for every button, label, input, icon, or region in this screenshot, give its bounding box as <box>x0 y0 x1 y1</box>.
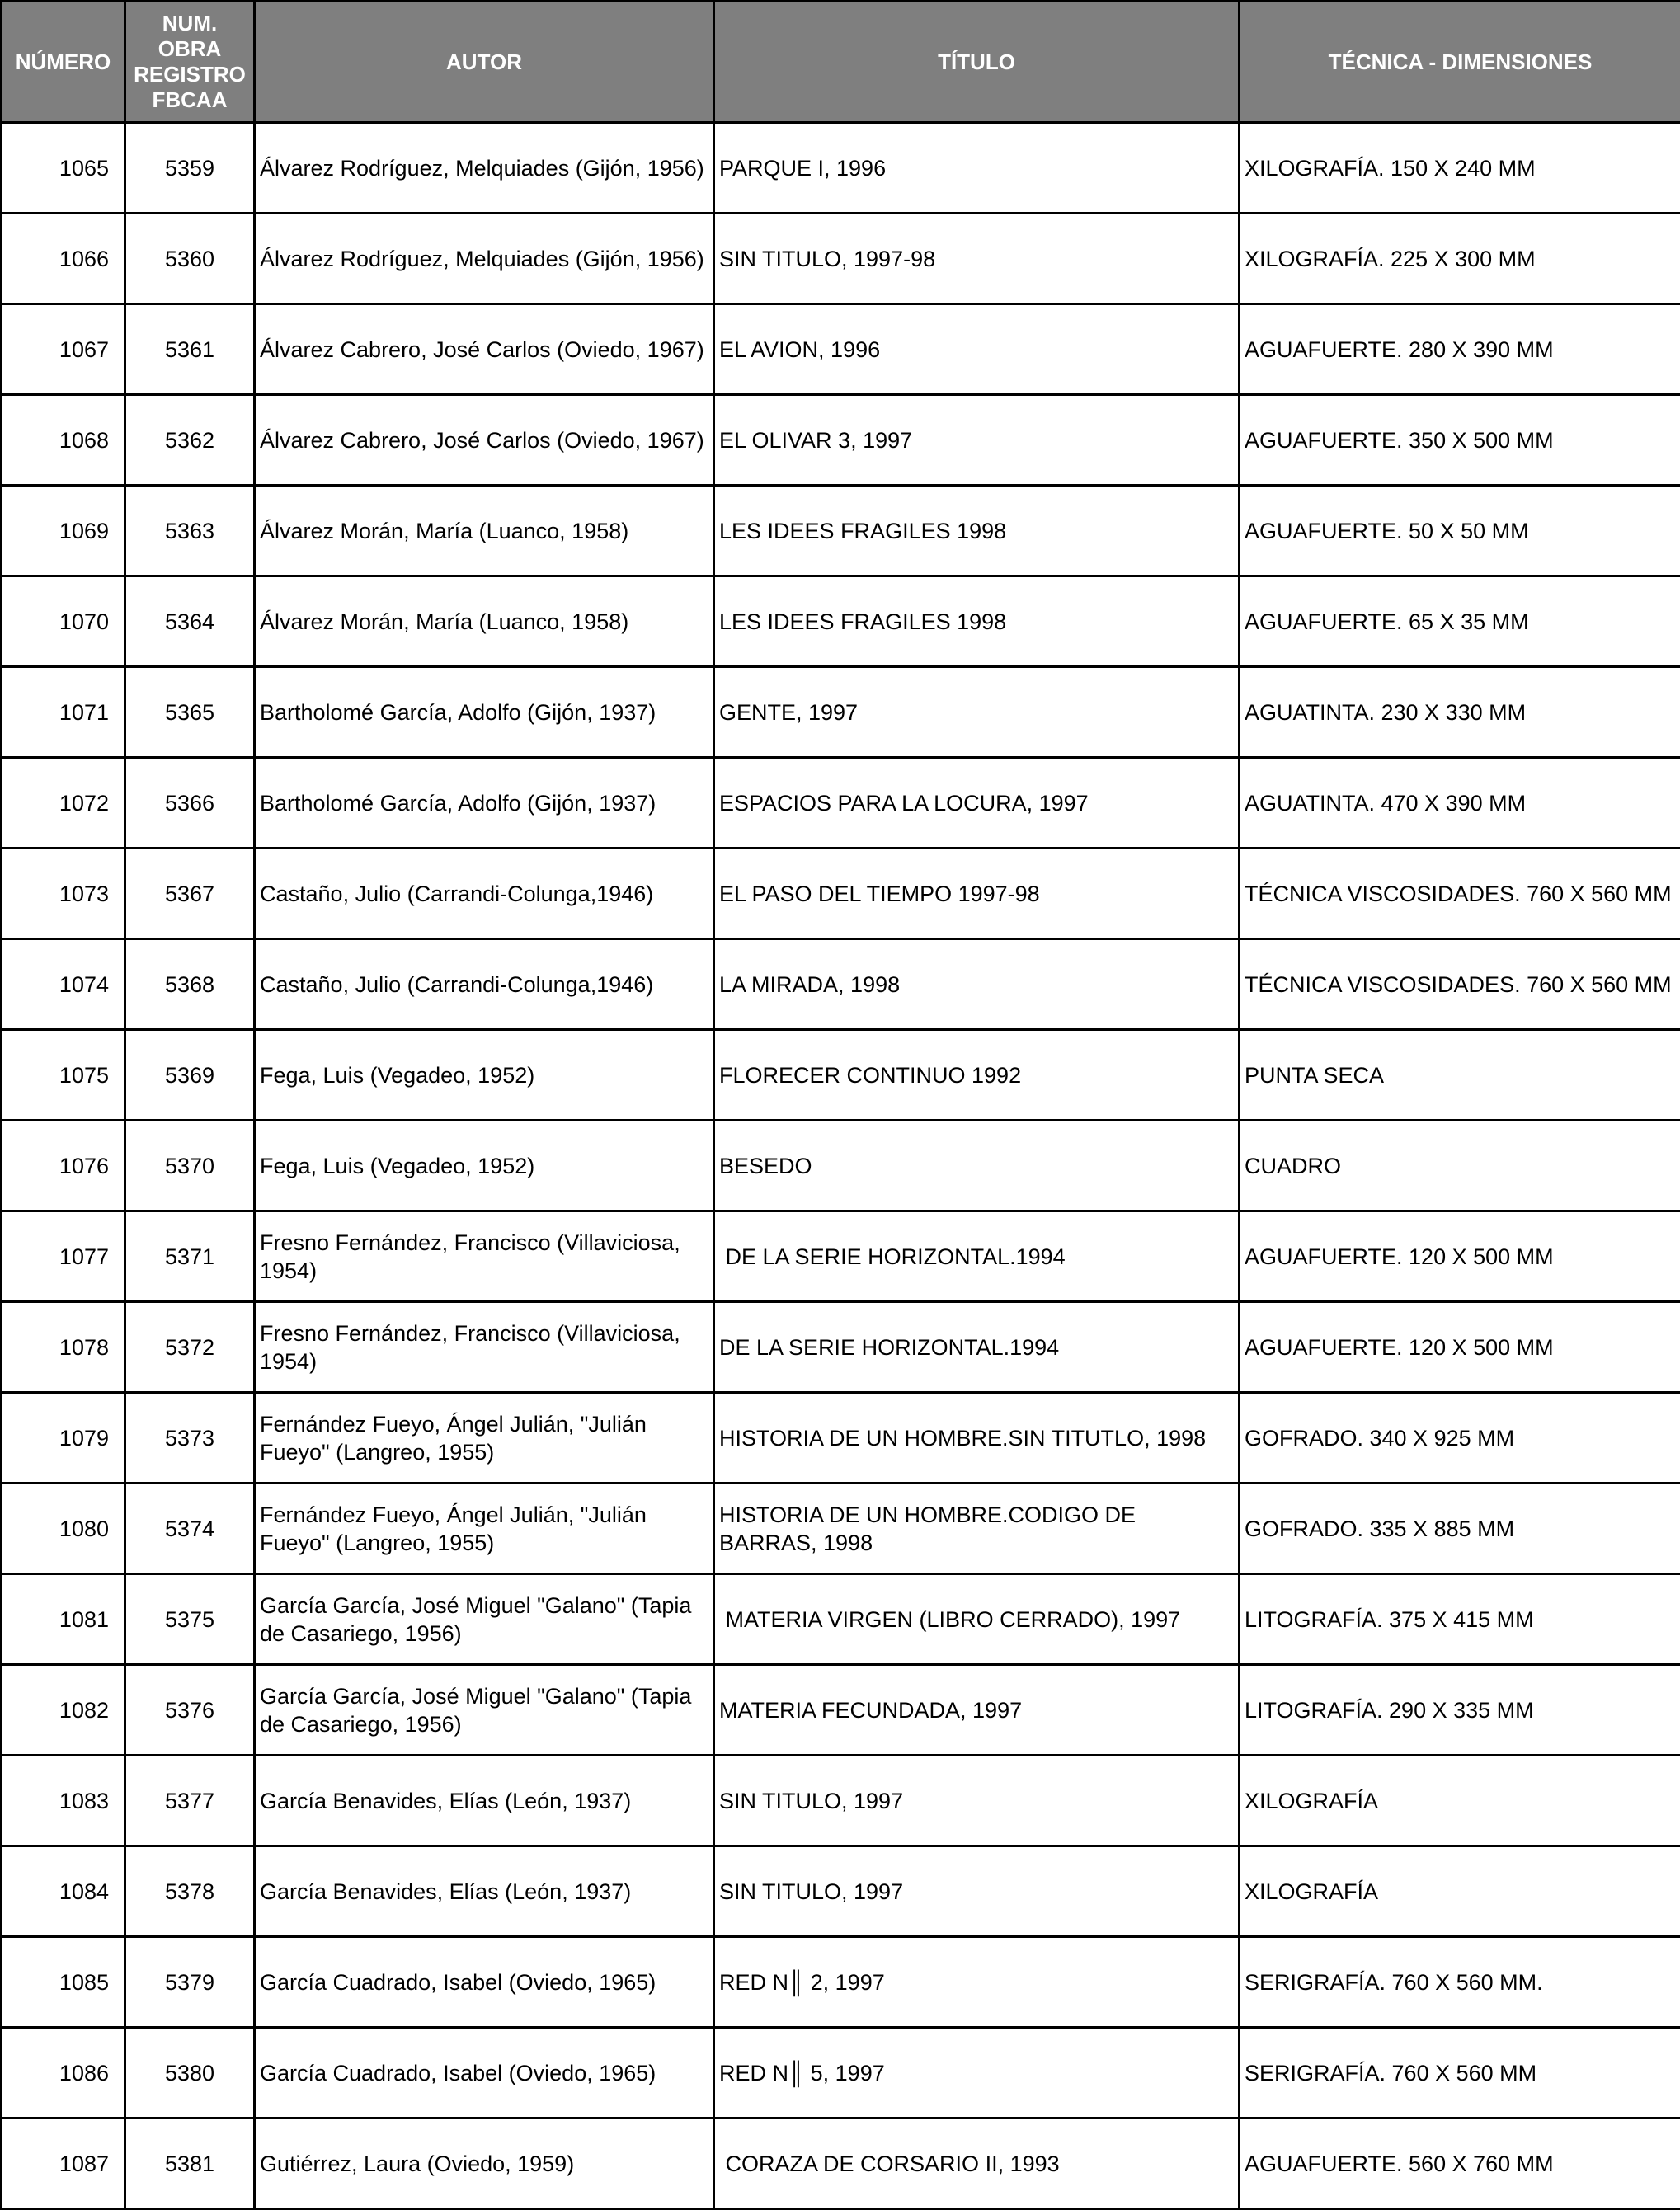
cell-numero: 1076 <box>2 1121 125 1211</box>
cell-tecnica: AGUAFUERTE. 350 X 500 MM <box>1240 395 1680 486</box>
cell-registro: 5366 <box>125 758 255 849</box>
header-row <box>2 2 1680 123</box>
cell-autor: Álvarez Rodríguez, Melquiades (Gijón, 1956) <box>255 123 714 214</box>
cell-titulo: FLORECER CONTINUO 1992 <box>714 1030 1240 1121</box>
table-row <box>2 849 1680 939</box>
cell-autor: Bartholomé García, Adolfo (Gijón, 1937) <box>255 667 714 758</box>
table-row <box>2 123 1680 214</box>
cell-registro: 5381 <box>125 2118 255 2209</box>
cell-autor: Bartholomé García, Adolfo (Gijón, 1937) <box>255 758 714 849</box>
cell-tecnica: LITOGRAFÍA. 290 X 335 MM <box>1240 1665 1680 1756</box>
table-row <box>2 214 1680 304</box>
cell-titulo: SIN TITULO, 1997-98 <box>714 214 1240 304</box>
cell-titulo: EL AVION, 1996 <box>714 304 1240 395</box>
cell-registro: 5377 <box>125 1756 255 1846</box>
header-autor: AUTOR <box>255 2 714 123</box>
cell-numero: 1081 <box>2 1574 125 1665</box>
cell-numero: 1071 <box>2 667 125 758</box>
header-tecnica: TÉCNICA - DIMENSIONES <box>1240 2 1680 123</box>
cell-numero: 1068 <box>2 395 125 486</box>
table-row <box>2 2028 1680 2118</box>
cell-numero: 1070 <box>2 576 125 667</box>
cell-titulo: LES IDEES FRAGILES 1998 <box>714 576 1240 667</box>
cell-autor: Fresno Fernández, Francisco (Villaviciosa, 1954) <box>255 1211 714 1302</box>
cell-autor: García Cuadrado, Isabel (Oviedo, 1965) <box>255 2028 714 2118</box>
cell-registro: 5367 <box>125 849 255 939</box>
cell-tecnica: AGUAFUERTE. 280 X 390 MM <box>1240 304 1680 395</box>
table-row <box>2 576 1680 667</box>
cell-titulo: MATERIA FECUNDADA, 1997 <box>714 1665 1240 1756</box>
table-row <box>2 667 1680 758</box>
header-registro: NUM. OBRA REGISTRO FBCAA <box>125 2 255 123</box>
header-titulo: TÍTULO <box>714 2 1240 123</box>
cell-tecnica: AGUAFUERTE. 560 X 760 MM <box>1240 2118 1680 2209</box>
cell-tecnica: SERIGRAFÍA. 760 X 560 MM. <box>1240 1937 1680 2028</box>
cell-autor: Fega, Luis (Vegadeo, 1952) <box>255 1030 714 1121</box>
cell-autor: García García, José Miguel "Galano" (Tapia de Casariego, 1956) <box>255 1665 714 1756</box>
table-row <box>2 2118 1680 2209</box>
cell-tecnica: AGUAFUERTE. 65 X 35 MM <box>1240 576 1680 667</box>
cell-autor: García Benavides, Elías (León, 1937) <box>255 1846 714 1937</box>
cell-numero: 1073 <box>2 849 125 939</box>
cell-tecnica: XILOGRAFÍA <box>1240 1846 1680 1937</box>
cell-registro: 5365 <box>125 667 255 758</box>
cell-autor: Fernández Fueyo, Ángel Julián, "Julián Fueyo" (Langreo, 1955) <box>255 1393 714 1484</box>
cell-autor: Álvarez Morán, María (Luanco, 1958) <box>255 486 714 576</box>
table-row <box>2 1846 1680 1937</box>
cell-registro: 5368 <box>125 939 255 1030</box>
cell-autor: Álvarez Morán, María (Luanco, 1958) <box>255 576 714 667</box>
cell-numero: 1067 <box>2 304 125 395</box>
cell-autor: Castaño, Julio (Carrandi-Colunga,1946) <box>255 849 714 939</box>
cell-numero: 1082 <box>2 1665 125 1756</box>
cell-numero: 1086 <box>2 2028 125 2118</box>
cell-tecnica: AGUAFUERTE. 120 X 500 MM <box>1240 1302 1680 1393</box>
cell-autor: Fernández Fueyo, Ángel Julián, "Julián Fueyo" (Langreo, 1955) <box>255 1484 714 1574</box>
cell-registro: 5370 <box>125 1121 255 1211</box>
cell-numero: 1080 <box>2 1484 125 1574</box>
cell-tecnica: LITOGRAFÍA. 375 X 415 MM <box>1240 1574 1680 1665</box>
cell-titulo: DE LA SERIE HORIZONTAL.1994 <box>714 1211 1240 1302</box>
cell-tecnica: GOFRADO. 335 X 885 MM <box>1240 1484 1680 1574</box>
cell-numero: 1087 <box>2 2118 125 2209</box>
cell-registro: 5380 <box>125 2028 255 2118</box>
cell-tecnica: XILOGRAFÍA. 150 X 240 MM <box>1240 123 1680 214</box>
table-row <box>2 304 1680 395</box>
cell-numero: 1083 <box>2 1756 125 1846</box>
cell-tecnica: GOFRADO. 340 X 925 MM <box>1240 1393 1680 1484</box>
cell-titulo: GENTE, 1997 <box>714 667 1240 758</box>
cell-titulo: SIN TITULO, 1997 <box>714 1756 1240 1846</box>
header-numero: NÚMERO <box>2 2 125 123</box>
cell-tecnica: XILOGRAFÍA. 225 X 300 MM <box>1240 214 1680 304</box>
cell-numero: 1069 <box>2 486 125 576</box>
cell-titulo: MATERIA VIRGEN (LIBRO CERRADO), 1997 <box>714 1574 1240 1665</box>
cell-titulo: DE LA SERIE HORIZONTAL.1994 <box>714 1302 1240 1393</box>
cell-registro: 5363 <box>125 486 255 576</box>
cell-registro: 5379 <box>125 1937 255 2028</box>
cell-numero: 1075 <box>2 1030 125 1121</box>
cell-registro: 5378 <box>125 1846 255 1937</box>
cell-numero: 1085 <box>2 1937 125 2028</box>
cell-titulo: EL OLIVAR 3, 1997 <box>714 395 1240 486</box>
cell-registro: 5369 <box>125 1030 255 1121</box>
cell-registro: 5364 <box>125 576 255 667</box>
cell-registro: 5376 <box>125 1665 255 1756</box>
table-row <box>2 1937 1680 2028</box>
cell-tecnica: TÉCNICA VISCOSIDADES. 760 X 560 MM <box>1240 939 1680 1030</box>
table-row <box>2 1665 1680 1756</box>
cell-titulo: HISTORIA DE UN HOMBRE.CODIGO DE BARRAS, 1998 <box>714 1484 1240 1574</box>
cell-registro: 5360 <box>125 214 255 304</box>
cell-numero: 1074 <box>2 939 125 1030</box>
cell-registro: 5371 <box>125 1211 255 1302</box>
table-row <box>2 1121 1680 1211</box>
cell-tecnica: AGUATINTA. 230 X 330 MM <box>1240 667 1680 758</box>
cell-titulo: BESEDO <box>714 1121 1240 1211</box>
table-row <box>2 1484 1680 1574</box>
cell-numero: 1066 <box>2 214 125 304</box>
cell-titulo: PARQUE I, 1996 <box>714 123 1240 214</box>
cell-titulo: EL PASO DEL TIEMPO 1997-98 <box>714 849 1240 939</box>
table-body <box>2 123 1680 2209</box>
table-row <box>2 486 1680 576</box>
cell-tecnica: TÉCNICA VISCOSIDADES. 760 X 560 MM <box>1240 849 1680 939</box>
cell-titulo: CORAZA DE CORSARIO II, 1993 <box>714 2118 1240 2209</box>
table-row <box>2 1302 1680 1393</box>
cell-titulo: HISTORIA DE UN HOMBRE.SIN TITUTLO, 1998 <box>714 1393 1240 1484</box>
cell-registro: 5372 <box>125 1302 255 1393</box>
cell-tecnica: XILOGRAFÍA <box>1240 1756 1680 1846</box>
table-row <box>2 1574 1680 1665</box>
cell-tecnica: SERIGRAFÍA. 760 X 560 MM <box>1240 2028 1680 2118</box>
table-row <box>2 939 1680 1030</box>
cell-autor: García García, José Miguel "Galano" (Tapia de Casariego, 1956) <box>255 1574 714 1665</box>
cell-tecnica: AGUAFUERTE. 50 X 50 MM <box>1240 486 1680 576</box>
cell-numero: 1065 <box>2 123 125 214</box>
cell-tecnica: AGUATINTA. 470 X 390 MM <box>1240 758 1680 849</box>
cell-numero: 1078 <box>2 1302 125 1393</box>
cell-autor: García Benavides, Elías (León, 1937) <box>255 1756 714 1846</box>
cell-tecnica: AGUAFUERTE. 120 X 500 MM <box>1240 1211 1680 1302</box>
cell-registro: 5362 <box>125 395 255 486</box>
cell-autor: Fresno Fernández, Francisco (Villaviciosa, 1954) <box>255 1302 714 1393</box>
cell-tecnica: PUNTA SECA <box>1240 1030 1680 1121</box>
cell-autor: Castaño, Julio (Carrandi-Colunga,1946) <box>255 939 714 1030</box>
cell-registro: 5375 <box>125 1574 255 1665</box>
cell-registro: 5374 <box>125 1484 255 1574</box>
cell-registro: 5359 <box>125 123 255 214</box>
table-row <box>2 758 1680 849</box>
table-row <box>2 1756 1680 1846</box>
table-row <box>2 1211 1680 1302</box>
cell-tecnica: CUADRO <box>1240 1121 1680 1211</box>
cell-numero: 1077 <box>2 1211 125 1302</box>
table-row <box>2 1393 1680 1484</box>
cell-titulo: RED N║ 2, 1997 <box>714 1937 1240 2028</box>
cell-titulo: LES IDEES FRAGILES 1998 <box>714 486 1240 576</box>
cell-titulo: RED N║ 5, 1997 <box>714 2028 1240 2118</box>
cell-titulo: ESPACIOS PARA LA LOCURA, 1997 <box>714 758 1240 849</box>
cell-titulo: SIN TITULO, 1997 <box>714 1846 1240 1937</box>
cell-numero: 1084 <box>2 1846 125 1937</box>
cell-registro: 5373 <box>125 1393 255 1484</box>
cell-numero: 1079 <box>2 1393 125 1484</box>
cell-autor: Álvarez Rodríguez, Melquiades (Gijón, 1956) <box>255 214 714 304</box>
table-row <box>2 1030 1680 1121</box>
cell-titulo: LA MIRADA, 1998 <box>714 939 1240 1030</box>
cell-registro: 5361 <box>125 304 255 395</box>
cell-autor: Álvarez Cabrero, José Carlos (Oviedo, 1967) <box>255 304 714 395</box>
cell-autor: García Cuadrado, Isabel (Oviedo, 1965) <box>255 1937 714 2028</box>
cell-numero: 1072 <box>2 758 125 849</box>
cell-autor: Álvarez Cabrero, José Carlos (Oviedo, 1967) <box>255 395 714 486</box>
cell-autor: Gutiérrez, Laura (Oviedo, 1959) <box>255 2118 714 2209</box>
table-row <box>2 395 1680 486</box>
cell-autor: Fega, Luis (Vegadeo, 1952) <box>255 1121 714 1211</box>
